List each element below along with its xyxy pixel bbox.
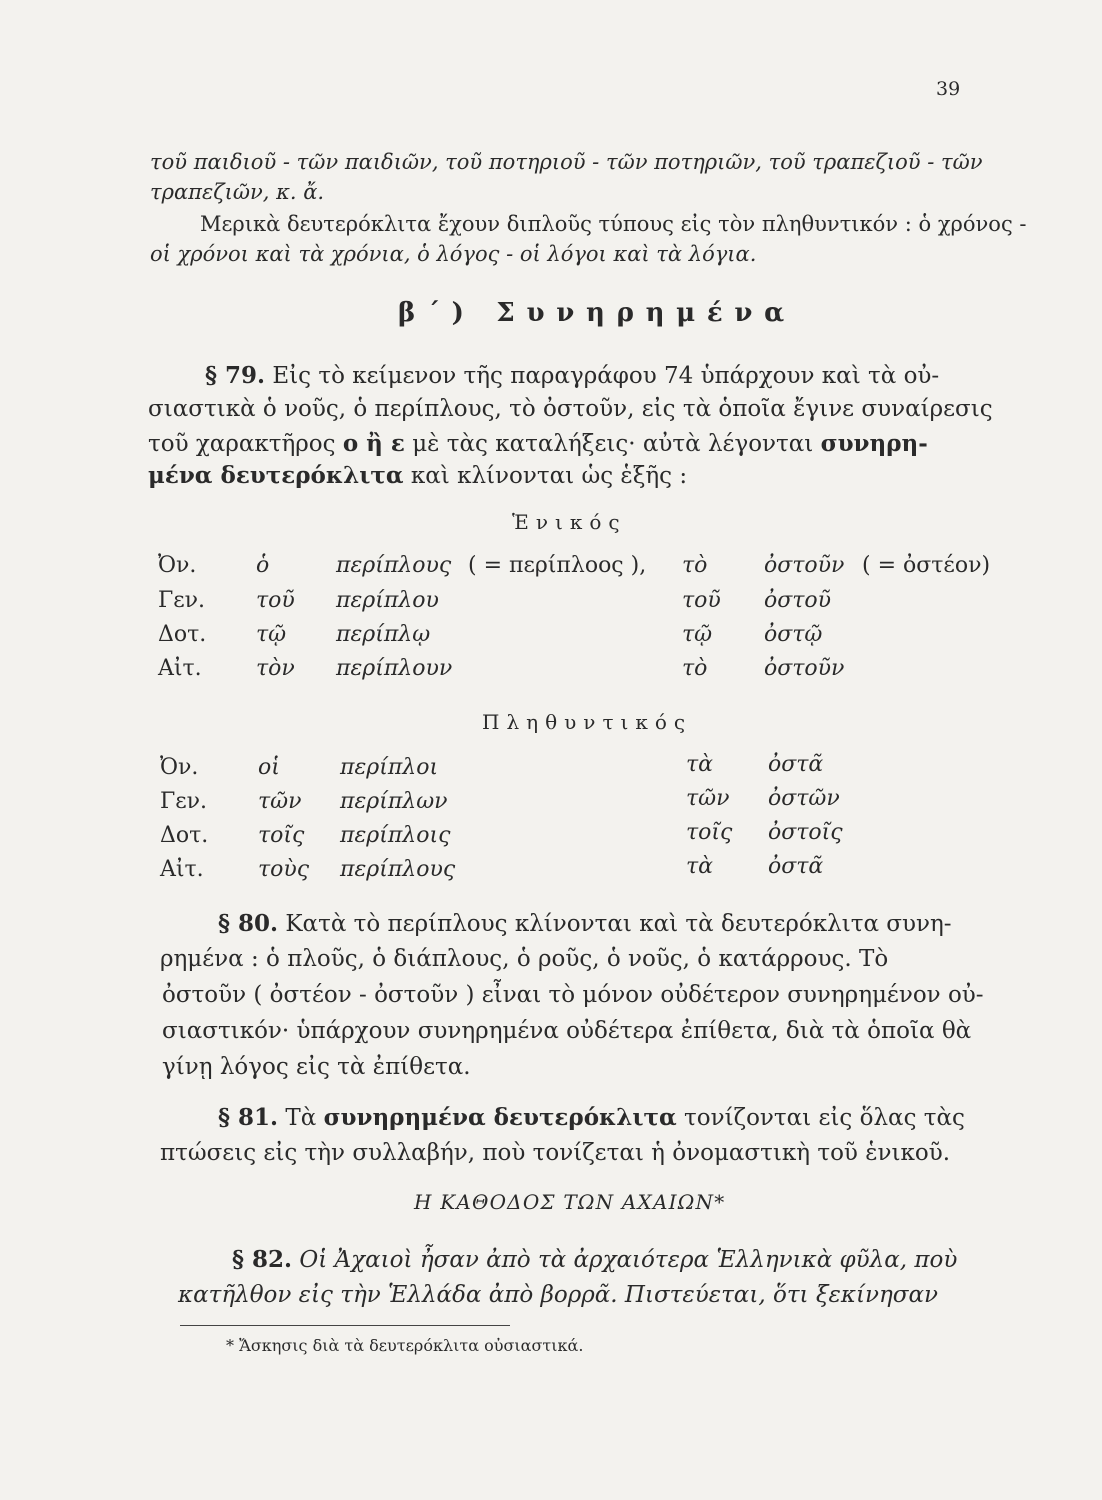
- sg-case-3: Αἰτ.: [158, 656, 202, 681]
- paragraph-79-number: § 79.: [205, 362, 266, 389]
- sg-noun-1: περίπλου: [336, 588, 439, 613]
- intro-line-2: τραπεζιῶν, κ. ἄ.: [150, 180, 325, 204]
- sg-article2-2: τῷ: [682, 622, 713, 647]
- paragraph-79-line-3: [148, 430, 928, 457]
- sg-noun2-2: ὀστῷ: [764, 622, 823, 647]
- paragraph-82-line-2: κατῆλθον εἰς τὴν Ἑλλάδα ἀπὸ βορρᾶ. Πιστεύεται, ὅτι ξεκίνησαν: [178, 1282, 938, 1308]
- paragraph-81-line-2: πτώσεις εἰς τὴν συλλαβήν, ποὺ τονίζεται ἡ ὀνομαστικὴ τοῦ ἑνικοῦ.: [160, 1140, 951, 1166]
- paragraph-82-number: § 82.: [232, 1246, 293, 1273]
- sg-noun2-0: ὀστοῦν: [764, 553, 845, 578]
- sg-noun-2: περίπλῳ: [336, 622, 431, 647]
- paragraph-82-line-1: [232, 1246, 957, 1273]
- footnote-rule: [180, 1325, 510, 1326]
- paragraph-79-text-3d: συνηρη-: [820, 430, 928, 457]
- paragraph-79-text-3b: ο ἢ ε: [342, 430, 405, 457]
- singular-label: Ἑνικός: [512, 510, 627, 534]
- paragraph-81-text-1a: Τὰ: [285, 1105, 317, 1131]
- page-number: 39: [936, 78, 961, 100]
- section-heading: β΄) Συνηρημένα: [398, 298, 796, 328]
- pl-article2-1: τῶν: [686, 786, 730, 811]
- sg-article2-3: τὸ: [682, 656, 708, 681]
- sg-article-0: ὁ: [256, 553, 270, 578]
- sg-extra-0: ( = περίπλοος ),: [468, 553, 647, 578]
- pl-article-0: οἱ: [258, 755, 280, 780]
- paragraph-81-line-1: [218, 1104, 965, 1131]
- intro-line-1: τοῦ παιδιοῦ - τῶν παιδιῶν, τοῦ ποτηριοῦ - τῶν ποτηριῶν, τοῦ τραπεζιοῦ - τῶν: [150, 150, 983, 174]
- paragraph-79-text-4a: μένα δευτερόκλιτα: [148, 462, 404, 489]
- intro-line-4: οἱ χρόνοι καὶ τὰ χρόνια, ὁ λόγος - οἱ λόγοι καὶ τὰ λόγια.: [150, 242, 757, 266]
- footnote: * Ἄσκησις διὰ τὰ δευτερόκλιτα οὐσιαστικά.: [226, 1336, 584, 1355]
- paragraph-81-text-1c: τονίζονται εἰς ὅλας τὰς: [684, 1105, 965, 1131]
- pl-article2-3: τὰ: [686, 854, 714, 879]
- pl-article-1: τῶν: [258, 789, 302, 814]
- pl-noun2-3: ὀστᾶ: [768, 854, 824, 879]
- paragraph-79-line-1: [205, 362, 939, 389]
- paragraph-81-text-1b: συνηρημένα δευτερόκλιτα: [323, 1104, 677, 1131]
- pl-noun2-1: ὀστῶν: [768, 786, 840, 811]
- pl-noun-3: περίπλους: [340, 857, 456, 882]
- pl-noun-2: περίπλοις: [340, 823, 451, 848]
- paragraph-80-line-1: [218, 910, 952, 937]
- lesson-title: Η ΚΑΘΟΔΟΣ ΤΩΝ ΑΧΑΙΩΝ*: [414, 1190, 726, 1214]
- sg-article2-0: τὸ: [682, 553, 708, 578]
- pl-article2-2: τοῖς: [686, 820, 733, 845]
- sg-noun-3: περίπλουν: [336, 656, 453, 681]
- sg-extra2-0: ( = ὀστέον): [862, 553, 991, 578]
- paragraph-81-number: § 81.: [218, 1104, 279, 1131]
- pl-case-2: Δοτ.: [160, 823, 209, 848]
- pl-article2-0: τὰ: [686, 752, 714, 777]
- paragraph-80-number: § 80.: [218, 910, 279, 937]
- pl-noun-1: περίπλων: [340, 789, 448, 814]
- paragraph-82-text-1: Οἱ Ἀχαιοὶ ἦσαν ἀπὸ τὰ ἀρχαιότερα Ἑλληνικὰ φῦλα, ποὺ: [299, 1247, 958, 1273]
- paragraph-79-line-2: σιαστικὰ ὁ νοῦς, ὁ περίπλους, τὸ ὀστοῦν, εἰς τὰ ὁποῖα ἔγινε συναίρεσις: [148, 396, 993, 422]
- pl-case-3: Αἰτ.: [160, 857, 204, 882]
- paragraph-79-text-1: Εἰς τὸ κείμενον τῆς παραγράφου 74 ὑπάρχουν καὶ τὰ οὐ-: [272, 363, 940, 389]
- paragraph-80-text-1: Κατὰ τὸ περίπλους κλίνονται καὶ τὰ δευτερόκλιτα συνη-: [285, 911, 952, 937]
- pl-case-1: Γεν.: [160, 789, 208, 814]
- sg-article-3: τὸν: [256, 656, 295, 681]
- sg-article-2: τῷ: [256, 622, 287, 647]
- sg-case-0: Ὀν.: [158, 553, 197, 578]
- sg-case-1: Γεν.: [158, 588, 206, 613]
- sg-article2-1: τοῦ: [682, 588, 721, 613]
- pl-noun-0: περίπλοι: [340, 755, 439, 780]
- paragraph-80-line-2: ρημένα : ὁ πλοῦς, ὁ διάπλους, ὁ ροῦς, ὁ νοῦς, ὁ κατάρρους. Τὸ: [160, 946, 889, 972]
- sg-noun2-3: ὀστοῦν: [764, 656, 845, 681]
- sg-article-1: τοῦ: [256, 588, 295, 613]
- sg-case-2: Δοτ.: [158, 622, 207, 647]
- pl-noun2-0: ὀστᾶ: [768, 752, 824, 777]
- paragraph-79-text-4b: καὶ κλίνονται ὡς ἑξῆς :: [410, 463, 688, 489]
- sg-noun2-1: ὀστοῦ: [764, 588, 832, 613]
- paragraph-80-line-4: σιαστικόν· ὑπάρχουν συνηρημένα οὐδέτερα ἐπίθετα, διὰ τὰ ὁποῖα θὰ: [162, 1018, 972, 1044]
- paragraph-79-line-4: [148, 462, 687, 489]
- pl-case-0: Ὀν.: [160, 755, 199, 780]
- paragraph-79-text-3c: μὲ τὰς καταλήξεις· αὐτὰ λέγονται: [412, 431, 814, 457]
- pl-noun2-2: ὀστοῖς: [768, 820, 843, 845]
- intro-line-3: Μερικὰ δευτερόκλιτα ἔχουν διπλοῦς τύπους εἰς τὸν πληθυντικόν : ὁ χρόνος -: [200, 212, 1027, 236]
- pl-article-2: τοῖς: [258, 823, 305, 848]
- plural-label: Πληθυντικός: [482, 710, 693, 734]
- paragraph-79-text-3a: τοῦ χαρακτῆρος: [148, 431, 336, 457]
- paragraph-80-line-5: γίνῃ λόγος εἰς τὰ ἐπίθετα.: [162, 1054, 471, 1080]
- pl-article-3: τοὺς: [258, 857, 310, 882]
- sg-noun-0: περίπλους: [336, 553, 452, 578]
- paragraph-80-line-3: ὀστοῦν ( ὀστέον - ὀστοῦν ) εἶναι τὸ μόνον οὐδέτερον συνηρημένον οὐ-: [162, 982, 984, 1008]
